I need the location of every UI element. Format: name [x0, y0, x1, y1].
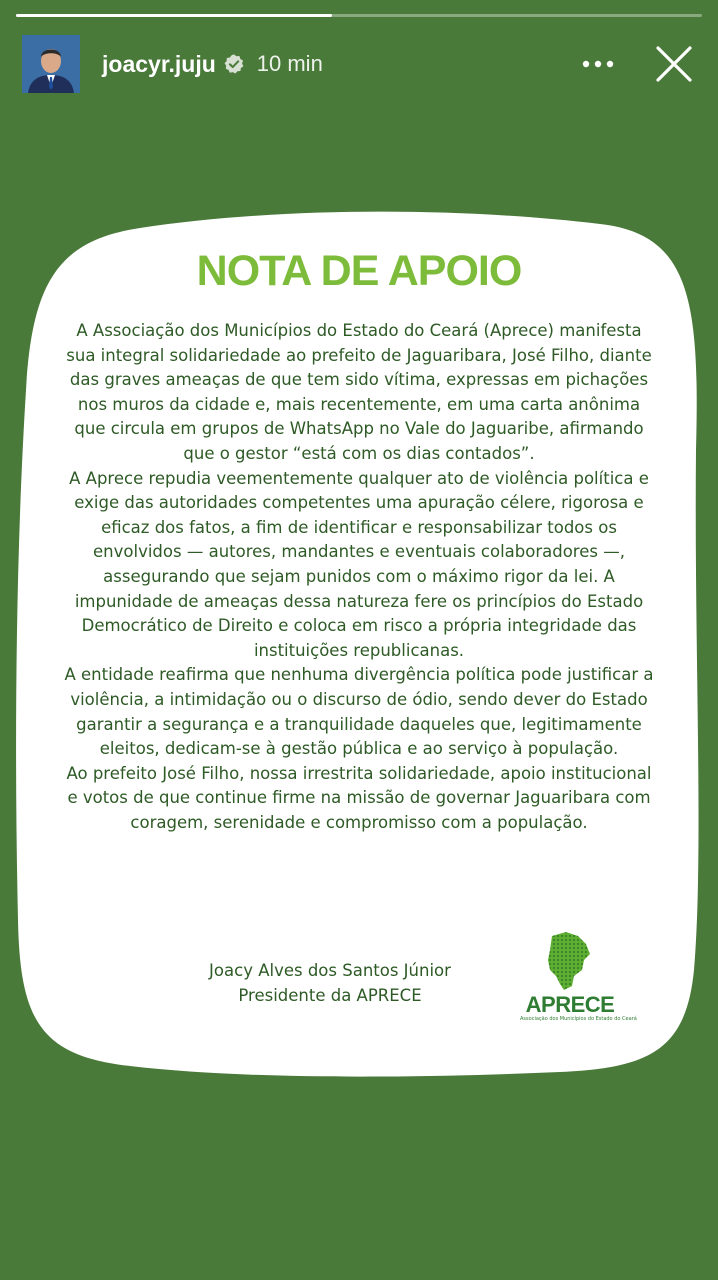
note-paragraph-4: Ao prefeito José Filho, nossa irrestrita solidariedade, apoio institucional e votos de que continue firme na missão de governar Jaguaribara com coragem, serenidade e compromisso com a população. — [66, 763, 652, 832]
story-progress-fill — [16, 14, 332, 17]
ceara-map-icon — [520, 930, 620, 992]
post-time: 10 min — [256, 51, 323, 76]
note-paragraph-1: A Associação dos Municípios do Estado do Ceará (Aprece) manifesta sua integral solidariedade ao prefeito de Jaguaribara, José Filho, diante das graves ameaças de que tem sido vítima, expressas em pichações nos muros da cidade e, mais recentemente, em uma carta anônima que circula em grupos de WhatsApp no Vale do Jaguaribe, afirmando que o gestor “está com os dias contados”. — [66, 321, 652, 463]
signature-role: Presidente da APRECE — [238, 986, 422, 1005]
close-button[interactable] — [652, 42, 696, 86]
signature — [190, 958, 470, 1008]
verified-badge-icon — [223, 53, 245, 75]
note-paragraph-3: A entidade reafirma que nenhuma divergência política pode justificar a violência, a intimidação ou o discurso de ódio, sendo dever do Estado garantir a segurança e a tranquilidade daqueles que, legitimamente eleitos, dedicam-se à gestão pública e ao serviço à população. — [64, 665, 654, 759]
logo-name: APRECE — [525, 992, 615, 1017]
signature-name: Joacy Alves dos Santos Júnior — [209, 961, 451, 980]
note-title: NOTA DE APOIO — [196, 247, 522, 295]
close-icon — [652, 42, 696, 86]
more-dots-icon — [582, 60, 614, 68]
logo-subtitle: Associação dos Municípios do Estado do Ceará — [520, 1016, 637, 1022]
more-options-button[interactable] — [580, 46, 616, 82]
note-paragraph-2: A Aprece repudia veementemente qualquer ato de violência política e exige das autoridades competentes uma apuração célere, rigorosa e eficaz dos fatos, a fim de identificar e responsabilizar todos os envolvidos — autores, mandantes e eventuais colaboradores —, assegurando que sejam punidos com o máximo rigor da lei. A impunidade de ameaças dessa natureza fere os princípios do Estado Democrático de Direito e coloca em risco a própria integridade das instituições republicanas. — [69, 468, 649, 660]
aprece-logo — [520, 930, 637, 1022]
story-progress-bar — [16, 14, 702, 17]
note-content — [60, 245, 658, 835]
avatar[interactable] — [22, 35, 80, 93]
story-header — [22, 34, 696, 94]
username[interactable]: joacyr.juju — [102, 50, 216, 77]
